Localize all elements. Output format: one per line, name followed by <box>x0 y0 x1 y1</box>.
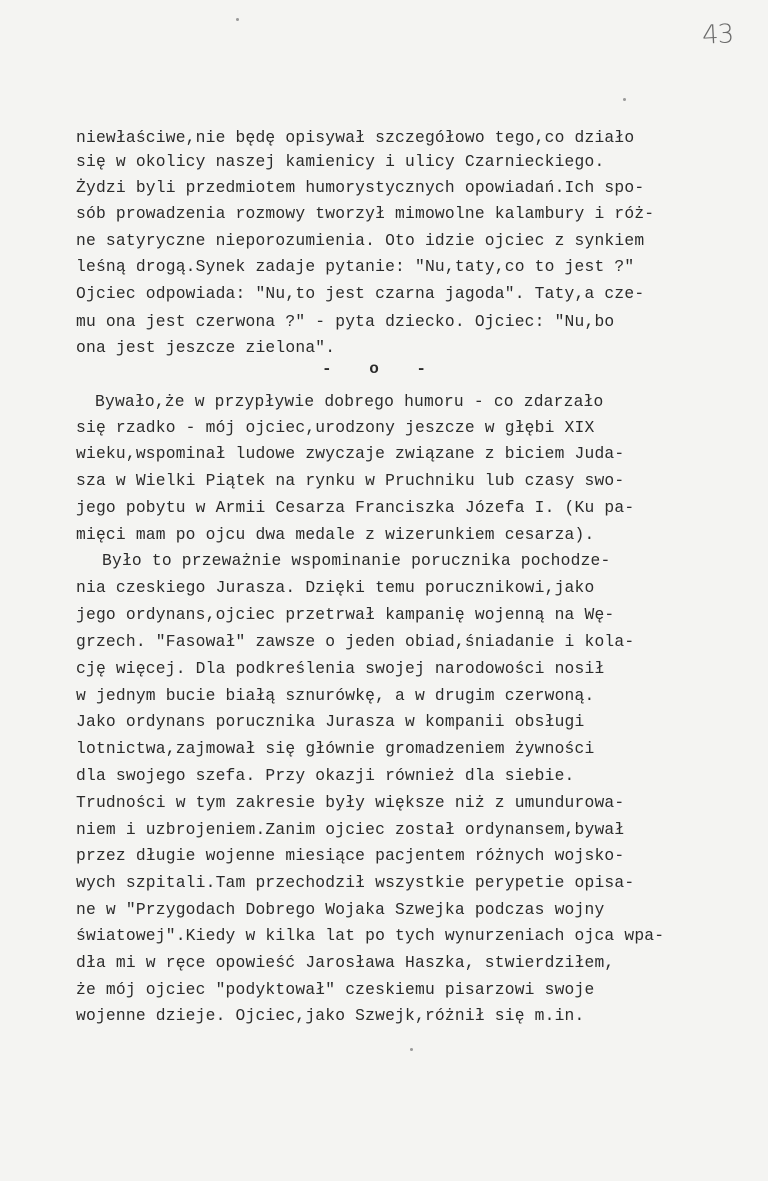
text-line: wych szpitali.Tam przechodził wszystkie perypetie opisa- <box>76 873 635 892</box>
section-separator: - o - <box>322 360 441 378</box>
text-line: mu ona jest czerwona ?" - pyta dziecko. Ojciec: "Nu,bo <box>76 312 615 331</box>
text-line: Trudności w tym zakresie były większe niż z umundurowa- <box>76 793 625 812</box>
text-line: przez długie wojenne miesiące pacjentem różnych wojsko- <box>76 846 625 865</box>
text-line: cję więcej. Dla podkreślenia swojej narodowości nosił <box>76 659 605 678</box>
text-line: dła mi w ręce opowieść Jarosława Haszka, stwierdziłem, <box>76 953 615 972</box>
text-line: grzech. "Fasował" zawsze o jeden obiad,śniadanie i kola- <box>76 632 635 651</box>
text-line: wieku,wspominał ludowe zwyczaje związane z biciem Juda- <box>76 444 625 463</box>
text-line: ona jest jeszcze zielona". <box>76 338 336 357</box>
text-line: że mój ojciec "podyktował" czeskiemu pisarzowi swoje <box>76 980 595 999</box>
text-line: Było to przeważnie wspominanie porucznika pochodze- <box>102 551 611 570</box>
text-line: Żydzi byli przedmiotem humorystycznych opowiadań.Ich spo- <box>76 178 645 197</box>
text-line: mięci mam po ojcu dwa medale z wizerunkiem cesarza). <box>76 525 595 544</box>
text-line: wojenne dzieje. Ojciec,jako Szwejk,różnił się m.in. <box>76 1006 585 1025</box>
stray-mark <box>623 98 626 101</box>
text-line: Bywało,że w przypływie dobrego humoru - co zdarzało <box>95 392 604 411</box>
text-line: sób prowadzenia rozmowy tworzył mimowolne kalambury i róż- <box>76 204 655 223</box>
stray-mark <box>236 18 239 21</box>
text-line: w jednym bucie białą sznurówkę, a w drugim czerwoną. <box>76 686 595 705</box>
text-line: lotnictwa,zajmował się głównie gromadzeniem żywności <box>76 739 595 758</box>
text-line: leśną drogą.Synek zadaje pytanie: "Nu,taty,co to jest ?" <box>76 257 635 276</box>
text-line: Jako ordynans porucznika Jurasza w kompanii obsługi <box>76 712 585 731</box>
text-line: się rzadko - mój ojciec,urodzony jeszcze w głębi XIX <box>76 418 595 437</box>
text-line: dla swojego szefa. Przy okazji również dla siebie. <box>76 766 575 785</box>
text-line: jego ordynans,ojciec przetrwał kampanię wojenną na Wę- <box>76 605 615 624</box>
text-line: światowej".Kiedy w kilka lat po tych wynurzeniach ojca wpa- <box>76 926 665 945</box>
page-number: 43 <box>701 19 734 51</box>
text-line: Ojciec odpowiada: "Nu,to jest czarna jagoda". Taty,a cze- <box>76 284 645 303</box>
text-line: niem i uzbrojeniem.Zanim ojciec został ordynansem,bywał <box>76 820 625 839</box>
text-line: się w okolicy naszej kamienicy i ulicy Czarnieckiego. <box>76 152 605 171</box>
text-line: niewłaściwe,nie będę opisywał szczegółowo tego,co działo <box>76 128 635 147</box>
text-line: sza w Wielki Piątek na rynku w Pruchniku lub czasy swo- <box>76 471 625 490</box>
stray-mark <box>410 1048 413 1051</box>
text-line: ne w "Przygodach Dobrego Wojaka Szwejka podczas wojny <box>76 900 605 919</box>
text-line: ne satyryczne nieporozumienia. Oto idzie ojciec z synkiem <box>76 231 645 250</box>
text-line: nia czeskiego Jurasza. Dzięki temu porucznikowi,jako <box>76 578 595 597</box>
text-line: jego pobytu w Armii Cesarza Franciszka Józefa I. (Ku pa- <box>76 498 635 517</box>
